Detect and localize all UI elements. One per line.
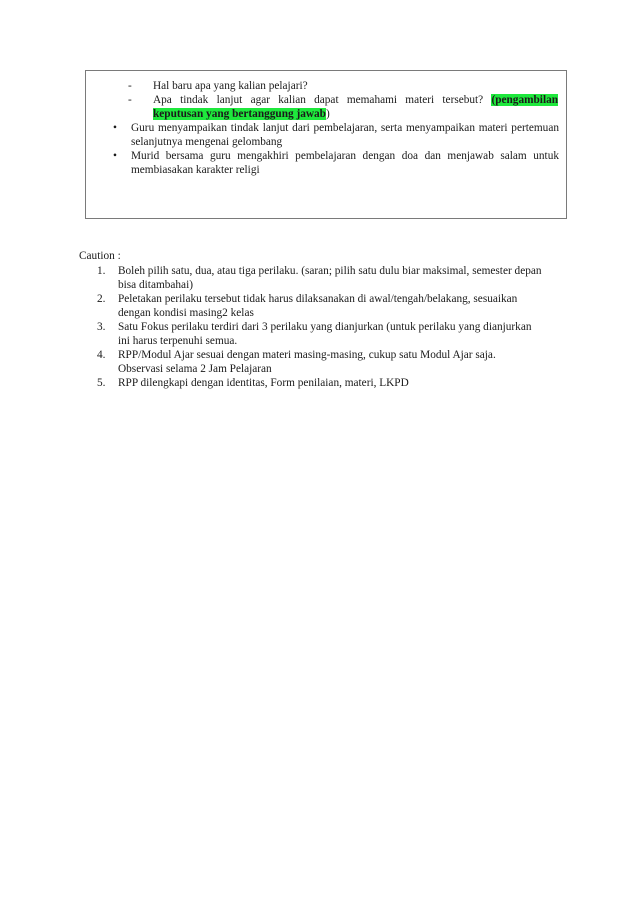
caution-number: 4. xyxy=(97,349,106,361)
caution-item-1-line2: bisa ditambahai) xyxy=(118,279,193,291)
caution-item-1-line1: Boleh pilih satu, dua, atau tiga perilaku. (saran; pilih satu dulu biar maksimal, semester depan xyxy=(118,265,542,277)
caution-number: 5. xyxy=(97,377,106,389)
sub-item-follow-up-line2 xyxy=(153,107,330,121)
caution-item-2-line2: dengan kondisi masing2 kelas xyxy=(118,307,254,319)
caution-title: Caution : xyxy=(79,250,121,262)
bullet-teacher-line1: Guru menyampaikan tindak lanjut dari pembelajaran, serta menyampaikan materi pertemuan xyxy=(131,122,559,134)
sub-item-new-learning: Hal baru apa yang kalian pelajari? xyxy=(153,80,308,92)
caution-number: 2. xyxy=(97,293,106,305)
dash-marker: - xyxy=(128,80,132,92)
caution-number: 1. xyxy=(97,265,106,277)
bullet-marker: • xyxy=(113,150,117,162)
bullet-students-line2: membiasakan karakter religi xyxy=(131,164,260,176)
highlight-text: keputusan yang bertanggung jawab xyxy=(153,108,326,120)
highlight-text: (pengambilan xyxy=(491,94,559,106)
caution-item-2-line1: Peletakan perilaku tersebut tidak harus dilaksanakan di awal/tengah/belakang, sesuaikan xyxy=(118,293,518,305)
caution-item-4-line1: RPP/Modul Ajar sesuai dengan materi masing-masing, cukup satu Modul Ajar saja. xyxy=(118,349,496,361)
bullet-marker: • xyxy=(113,122,117,134)
sub-item-follow-up xyxy=(153,93,558,107)
sub-item-follow-up-text: Apa tindak lanjut agar kalian dapat memahami materi tersebut? xyxy=(153,94,484,106)
dash-marker: - xyxy=(128,94,132,106)
closing-paren: ) xyxy=(325,108,330,120)
caution-item-5-line1: RPP dilengkapi dengan identitas, Form penilaian, materi, LKPD xyxy=(118,377,409,389)
bullet-students-line1: Murid bersama guru mengakhiri pembelajaran dengan doa dan menjawab salam untuk xyxy=(131,150,559,162)
caution-item-4-line2: Observasi selama 2 Jam Pelajaran xyxy=(118,363,272,375)
bullet-teacher-line2: selanjutnya mengenai gelombang xyxy=(131,136,283,148)
caution-item-3-line2: ini harus terpenuhi semua. xyxy=(118,335,238,347)
caution-item-3-line1: Satu Fokus perilaku terdiri dari 3 perilaku yang dianjurkan (untuk perilaku yang dianjurkan xyxy=(118,321,532,333)
caution-number: 3. xyxy=(97,321,106,333)
